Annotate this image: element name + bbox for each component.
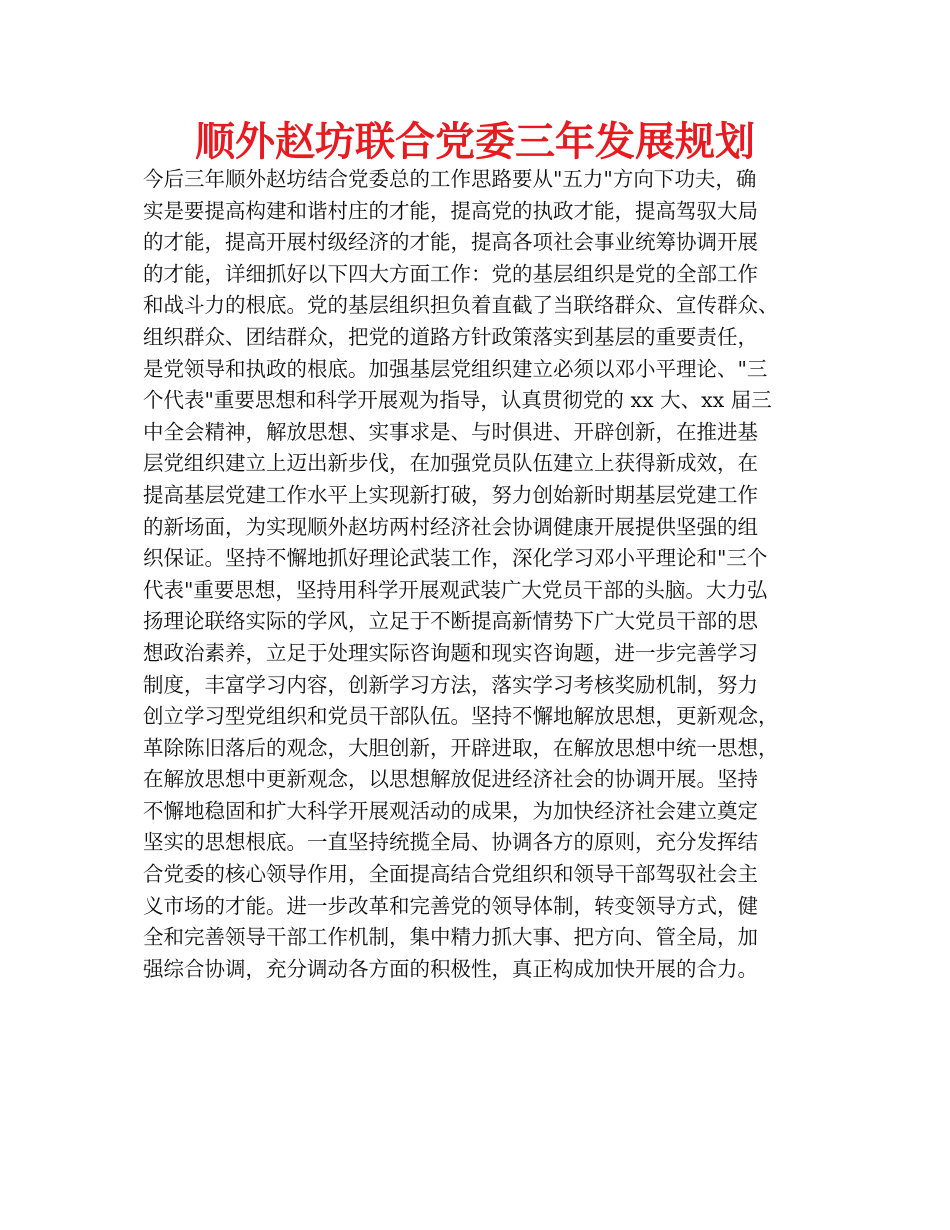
body-line: 坚实的思想根底。一直坚持统揽全局、协调各方的原则，充分发挥结 <box>143 830 758 855</box>
body-line: 个代表"重要思想和科学开展观为指导，认真贯彻党的 xx 大、xx 届三 <box>143 388 772 413</box>
body-line: 全和完善领导干部工作机制，集中精力抓大事、把方向、管全局，加 <box>143 925 758 950</box>
body-line: 想政治素养，立足于处理实际咨询题和现实咨询题，进一步完善学习 <box>143 640 758 665</box>
body-line: 今后三年顺外赵坊结合党委总的工作思路要从"五力"方向下功夫，确 <box>143 167 757 191</box>
body-line: 强综合协调，充分调动各方面的积极性，真正构成加快开展的合力。 <box>143 956 758 981</box>
body-line: 扬理论联络实际的学风，立足于不断提高新情势下广大党员干部的思 <box>143 609 758 634</box>
body-line: 制度，丰富学习内容，创新学习方法，落实学习考核奖励机制，努力 <box>143 672 758 697</box>
document-body <box>143 164 818 985</box>
body-line: 的才能，提高开展村级经济的才能，提高各项社会事业统筹协调开展 <box>143 230 758 255</box>
body-line: 的新场面，为实现顺外赵坊两村经济社会协调健康开展提供坚强的组 <box>143 514 758 539</box>
body-line: 义市场的才能。进一步改革和完善党的领导体制，转变领导方式，健 <box>143 893 758 918</box>
body-line: 不懈地稳固和扩大科学开展观活动的成果，为加快经济社会建立奠定 <box>143 798 758 823</box>
body-line: 提高基层党建工作水平上实现新打破，努力创始新时期基层党建工作 <box>143 482 758 507</box>
body-line: 层党组织建立上迈出新步伐，在加强党员队伍建立上获得新成效，在 <box>143 451 758 476</box>
body-line: 织保证。坚持不懈地抓好理论武装工作，深化学习邓小平理论和"三个 <box>143 546 768 571</box>
body-line: 革除陈旧落后的观念，大胆创新，开辟进取，在解放思想中统一思想， <box>143 735 779 760</box>
body-line: 实是要提高构建和谐村庄的才能，提高党的执政才能，提高驾驭大局 <box>143 198 758 223</box>
body-line: 创立学习型党组织和党员干部队伍。坚持不懈地解放思想，更新观念， <box>143 704 779 729</box>
body-line: 的才能，详细抓好以下四大方面工作：党的基层组织是党的全部工作 <box>143 261 758 286</box>
body-line: 在解放思想中更新观念，以思想解放促进经济社会的协调开展。坚持 <box>143 767 758 792</box>
body-line: 和战斗力的根底。党的基层组织担负着直截了当联络群众、宣传群众、 <box>143 293 779 318</box>
body-line: 合党委的核心领导作用，全面提高结合党组织和领导干部驾驭社会主 <box>143 862 758 887</box>
body-line: 是党领导和执政的根底。加强基层党组织建立必须以邓小平理论、"三 <box>143 356 768 381</box>
body-line: 中全会精神，解放思想、实事求是、与时俱进、开辟创新，在推进基 <box>143 419 758 444</box>
body-line: 组织群众、团结群众，把党的道路方针政策落实到基层的重要责任， <box>143 324 758 349</box>
body-line: 代表"重要思想，坚持用科学开展观武装广大党员干部的头脑。大力弘 <box>143 577 768 602</box>
document-title: 顺外赵坊联合党委三年发展规划 <box>195 119 755 165</box>
